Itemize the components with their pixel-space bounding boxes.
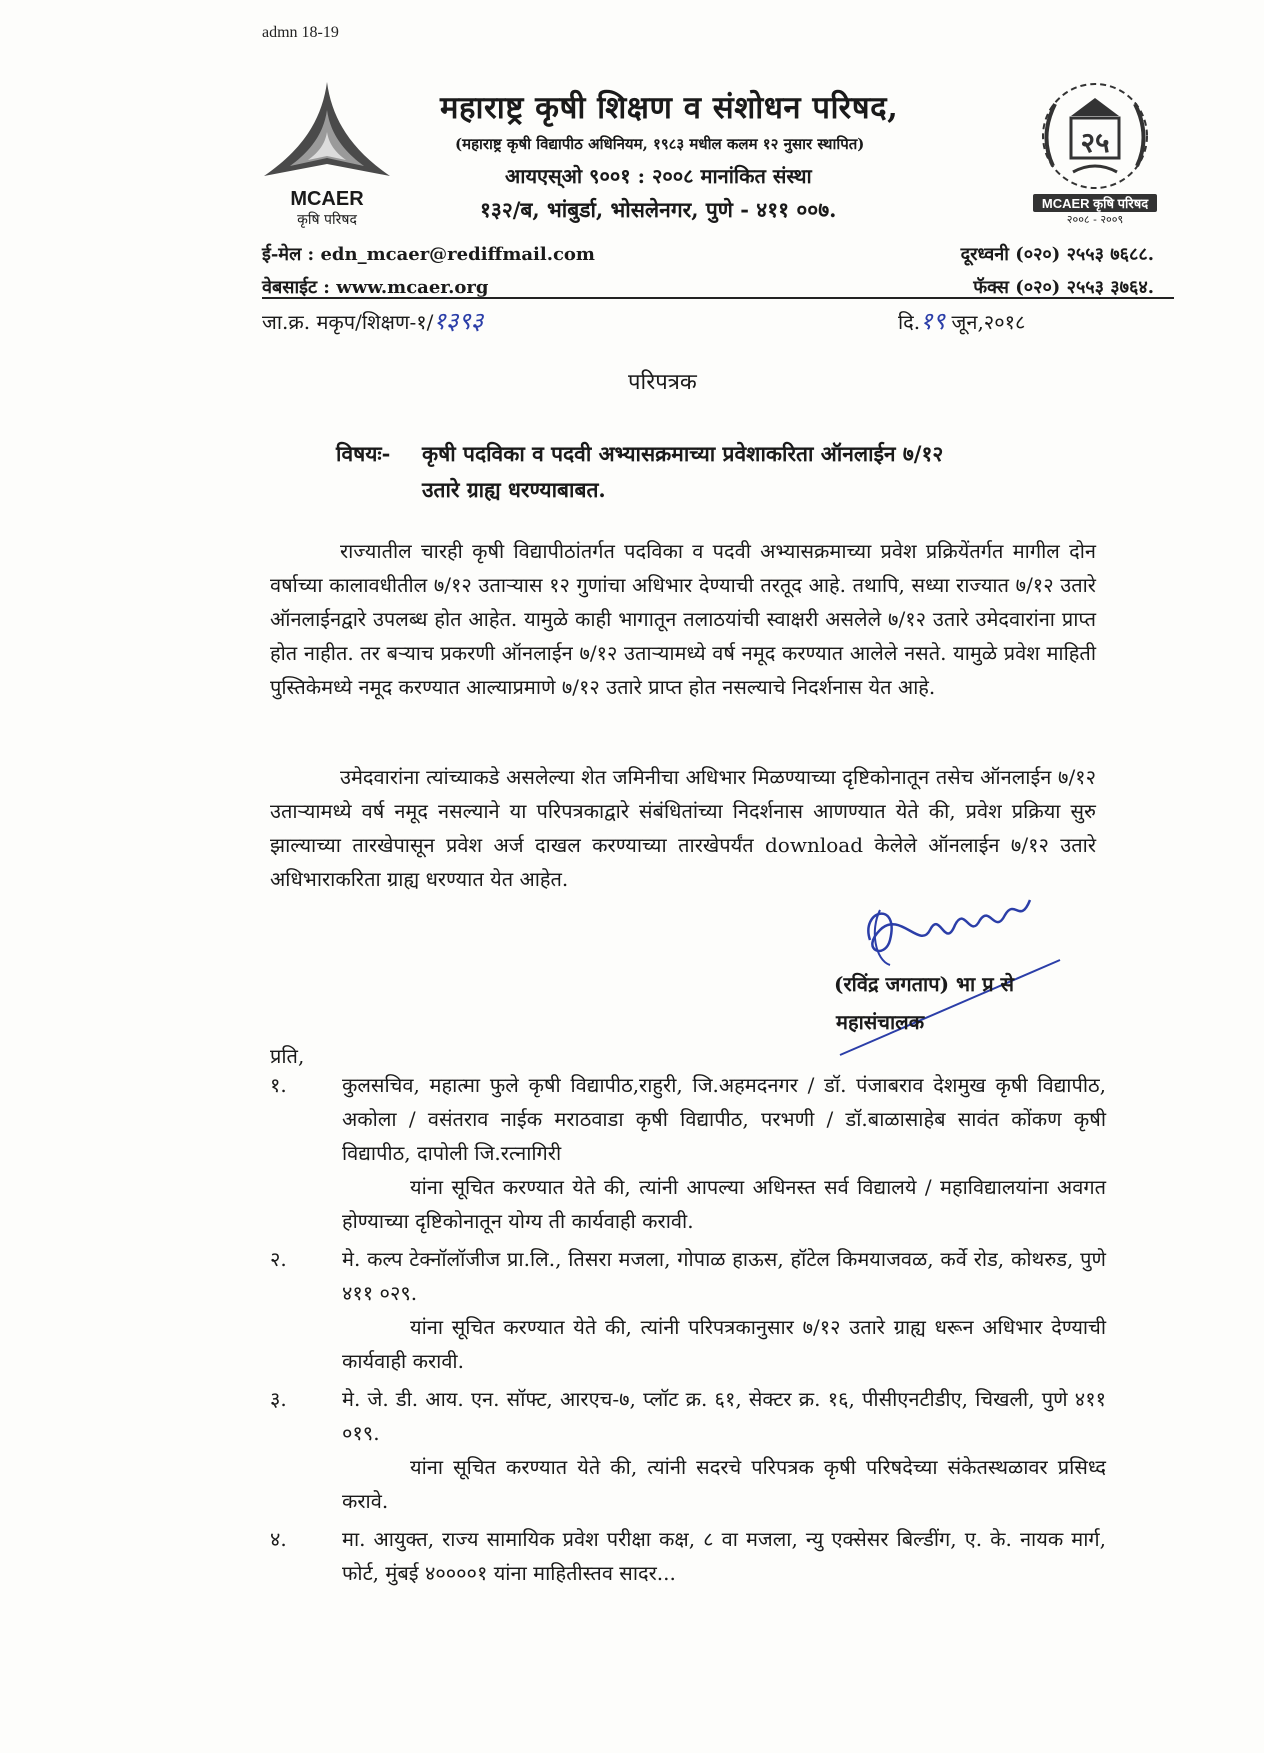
date-suffix: जून,२०१८	[951, 310, 1026, 334]
subject-label: विषयः-	[336, 441, 391, 466]
circular-title: परिपत्रक	[628, 370, 697, 395]
recipient-number: ४.	[270, 1527, 287, 1551]
subject	[336, 436, 1126, 508]
recipient-address: मे. जे. डी. आय. एन. सॉफ्ट, आरएच-७, प्लॉट क्र. ६१, सेक्टर क्र. १६, पीसीएनटीडीए, चिखली, पुणे ४११ ०१९.	[342, 1387, 1106, 1445]
phone-line: दूरध्वनी (०२०) २५५३ ७६८८.	[960, 244, 1154, 265]
recipient-instruction: यांना सूचित करण्यात येते की, त्यांनी आपल्या अधिनस्त सर्व विद्यालये / महाविद्यालयांना अवगत होण्याच्या दृष्टिकोनातून योग्य ती कार्यवाही करावी.	[342, 1175, 1106, 1233]
date-prefix: दि.	[898, 310, 921, 334]
recipients-list	[270, 1068, 1106, 1594]
contact-right	[961, 238, 1154, 304]
reference-number	[262, 304, 483, 337]
organization-name: महाराष्ट्र कृषी शिक्षण व संशोधन परिषद,	[440, 90, 899, 126]
signer-designation: महासंचालक	[836, 1010, 925, 1034]
recipient-address: मा. आयुक्त, राज्य सामायिक प्रवेश परीक्षा कक्ष, ८ वा मजला, न्यु एक्सेसर बिल्डींग, ए. के. नायक मार्ग, फोर्ट, मुंबई ४००००१ यांना माहितीस्तव सादर...	[342, 1527, 1106, 1585]
emblem-number: २५	[1080, 126, 1110, 159]
organization-address: १३२/ब, भांबुर्डा, भोसलेनगर, पुणे - ४११ ००७.	[480, 197, 837, 222]
mcaer-logo	[262, 80, 392, 230]
recipient-instruction: यांना सूचित करण्यात येते की, त्यांनी परिपत्रकानुसार ७/१२ उतारे ग्राह्य धरून अधिभार देण्याची कार्यवाही करावी.	[342, 1315, 1106, 1373]
contact-left	[262, 238, 595, 304]
subject-line-1: कृषी पदविका व पदवी अभ्यासक्रमाच्या प्रवेशाकरिता ऑनलाईन ७/१२	[422, 441, 944, 466]
recipient-address: मे. कल्प टेक्नॉलॉजीज प्रा.लि., तिसरा मजला, गोपाळ हाऊस, हॉटेल किमयाजवळ, कर्वे रोड, कोथरुड, पुणे ४११ ०२९.	[342, 1247, 1106, 1305]
email-line: ई-मेल : edn_mcaer@rediffmail.com	[262, 244, 595, 265]
logo-text: MCAER	[290, 188, 364, 210]
reference-date	[898, 304, 1025, 337]
recipient-item	[270, 1068, 1106, 1238]
body-paragraph-1: राज्यातील चारही कृषी विद्यापीठांतर्गत पदविका व पदवी अभ्यासक्रमाच्या प्रवेश प्रक्रियेंतर्गत मागील दोन वर्षाच्या कालावधीतील ७/१२ उताऱ्यास १२ गुणांचा अधिभार देण्याची तरतूद आहे. तथापि, सध्या राज्यात ७/१२ उतारे ऑनलाईनद्वारे उपलब्ध होत आहेत. यामुळे काही भागातून तलाठयांची स्वाक्षरी असलेले ७/१२ उतारे उमेदवारांना प्राप्त होत नाहीत. तर बऱ्याच प्रकरणी ऑनलाईन ७/१२ उताऱ्यामध्ये वर्ष नमूद करण्यात आलेले नसते. यामुळे प्रवेश माहिती पुस्तिकेमध्ये नमूद करण्यात आल्याप्रमाणे ७/१२ उतारे प्राप्त होत नसल्याचे निदर्शनास येत आहे.	[270, 539, 1096, 699]
date-handwritten-day: १९	[920, 307, 946, 335]
fax-line: फॅक्स (०२०) २५५३ ३७६४.	[973, 277, 1154, 298]
iso-certification: आयएस्ओ ९००१ : २००८ मानांकित संस्था	[505, 164, 812, 188]
doc-code: admn 18-19	[262, 24, 339, 41]
body-paragraph-2: उमेदवारांना त्यांच्याकडे असलेल्या शेत जमिनीचा अधिभार मिळण्याच्या दृष्टिकोनातून तसेच ऑनलाईन ७/१२ उताऱ्यामध्ये वर्ष नमूद नसल्याने या परिपत्रकाद्वारे संबंधितांच्या निदर्शनास आणण्यात येते की, प्रवेश प्रक्रिया सुरु झाल्याच्या तारखेपासून प्रवेश अर्ज दाखल करण्याच्या तारखेपर्यंत download केलेले ऑनलाईन ७/१२ उतारे अधिभाराकरिता ग्राह्य धरण्यात येत आहेत.	[270, 765, 1096, 891]
signer-name: (रविंद्र जगताप) भा प्र से	[834, 972, 1015, 996]
recipient-number: १.	[270, 1073, 287, 1097]
recipient-instruction: यांना सूचित करण्यात येते की, त्यांनी सदरचे परिपत्रक कृषी परिषदेच्या संकेतस्थळावर प्रसिध्द करावे.	[342, 1455, 1106, 1513]
reference-prefix: जा.क्र. मकृप/शिक्षण-१/	[262, 310, 434, 334]
anniversary-emblem	[1025, 76, 1165, 226]
logo-triangle-icon	[262, 80, 392, 188]
logo-subtext: कृषि परिषद	[297, 212, 357, 228]
header-divider	[262, 297, 1174, 299]
subject-line-2: उतारे ग्राह्य धरण्याबाबत.	[422, 477, 606, 502]
reference-handwritten-number: १३९३	[433, 307, 484, 335]
recipient-number: ३.	[270, 1387, 287, 1411]
laurel-emblem-icon	[1025, 76, 1165, 194]
website-line: वेबसाईट : www.mcaer.org	[262, 277, 489, 298]
recipient-number: २.	[270, 1247, 287, 1271]
organization-subtitle: (महाराष्ट्र कृषी विद्यापीठ अधिनियम, १९८३ मधील कलम १२ नुसार स्थापित)	[455, 135, 865, 153]
emblem-text: MCAER कृषि परिषद	[1033, 194, 1157, 212]
emblem-years: २००८ - २००९	[1066, 213, 1124, 226]
recipient-item	[270, 1522, 1106, 1590]
recipient-address: कुलसचिव, महात्मा फुले कृषी विद्यापीठ,राहुरी, जि.अहमदनगर / डॉ. पंजाबराव देशमुख कृषी विद्यापीठ, अकोला / वसंतराव नाईक मराठवाडा कृषी विद्यापीठ, परभणी / डॉ.बाळासाहेब सावंत कोंकण कृषी विद्यापीठ, दापोली जि.रत्नागिरी	[342, 1073, 1106, 1165]
recipient-item	[270, 1382, 1106, 1518]
recipients-label: प्रति,	[270, 1044, 305, 1068]
recipient-item	[270, 1242, 1106, 1378]
